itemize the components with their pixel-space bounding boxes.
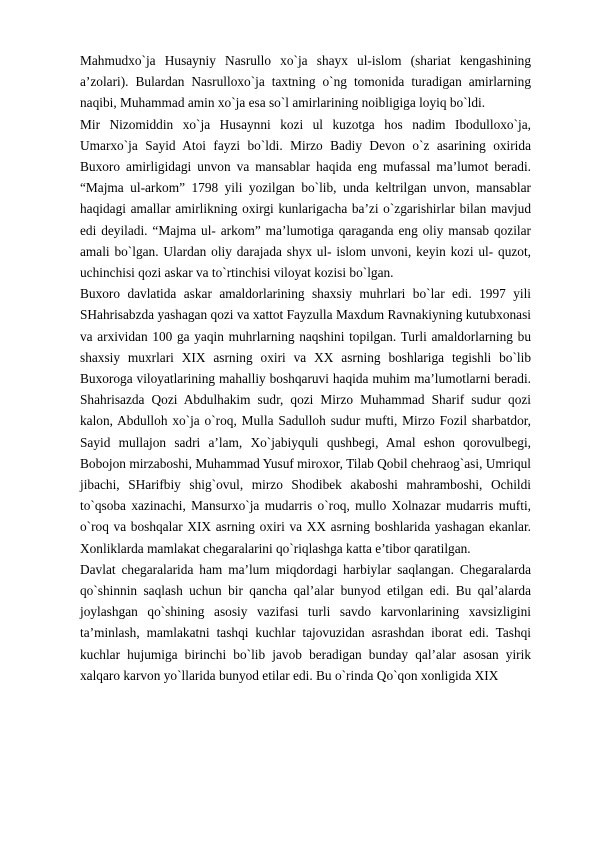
document-page	[80, 50, 531, 686]
paragraph-1: Mahmudxo`ja Husayniy Nasrullo xo`ja shayx ul-islom (shariat kengashining a’zolari). Bulardan Nasrulloxo`ja taxtning o`ng tomonida turadigan amirlarning naqibi, Muhammad amin xo`ja esa so`l amirlarining noibligiga loyiq bo`ldi.	[80, 53, 531, 111]
paragraph-2: Mir Nizomiddin xo`ja Husaynni kozi ul kuzotga hos nadim Ibodulloxo`ja, Umarxo`ja Sayid Atoi fayzi bo`ldi. Mirzo Badiy Devon o`z asarining oxirida Buxoro amirligidagi unvon va mansablar haqida eng mufassal ma’lumot beradi. “Majma ul-arkom” 1798 yili yozilgan bo`lib, unda keltrilgan unvon, mansablar haqidagi amallar amirlikning oxirgi kunlarigacha ba’zi o`zgarishirlar bilan mavjud edi deyiladi. “Majma ul- arkom” ma’lumotiga qaraganda eng oliy mansab qozilar amali bo`lgan. Ulardan oliy darajada shyx ul- islom unvoni, keyin kozi ul- quzot, uchinchisi qozi askar va to`rtinchisi viloyat kozisi bo`lgan.	[80, 116, 531, 281]
paragraph-3: Buxoro davlatida askar amaldorlarining shaxsiy muhrlari bo`lar edi. 1997 yili SHahrisabzda yashagan qozi va xattot Fayzulla Maxdum Ravnakiyning kutubxonasi va arxividan 100 ga yaqin muhrlarning naqshini topilgan. Turli amaldorlarning bu shaxsiy muxrlari XIX asrning oxiri va XX asrning boshlariga tegishli bo`lib Buxoroga viloyatlarining mahalliy boshqaruvi haqida muhim ma’lumotlarni beradi. Shahrisazda Qozi Abdulhakim sudr, qozi Mirzo Muhammad Sharif sudur qozi kalon, Abdulloh xo`ja o`roq, Mulla Sadulloh sudur mufti, Mirzo Fozil sharbatdor, Sayid mullajon sadri a’lam, Xo`jabiyquli qushbegi, Amal eshon qorovulbegi, Bobojon mirzaboshi, Muhammad Yusuf miroxor, Tilab Qobil chehraog`asi, Umriqul jibachi, SHarifbiy shig`ovul, mirzo Shodibek akaboshi mahramboshi, Ochildi to`qsoba xazinachi, Mansurxo`ja mudarris o`roq, mullo Xolnazar mudarris mufti, o`roq va boshqalar XIX asrning oxiri va XX asrning boshlarida yashagan ekanlar. Xonliklarda mamlakat chegaralarini qo`riqlashga katta e’tibor qaratilgan.	[80, 286, 531, 556]
paragraph-4: Davlat chegaralarida ham ma’lum miqdordagi harbiylar saqlangan. Chegaralarda qo`shinnin saqlash uchun bir qancha qal’alar bunyod etilgan edi. Bu qal’alarda joylashgan qo`shining asosiy vazifasi turli savdo karvonlarining xavsizligini ta’minlash, mamlakatni tashqi kuchlar tajovuzidan asrashdan iborat edi. Tashqi kuchlar hujumiga birinchi bo`lib javob beradigan bunday qal’alar asosan yirik xalqaro karvon yo`llarida bunyod etilar edi. Bu o`rinda Qo`qon xonligida XIX	[80, 561, 531, 683]
